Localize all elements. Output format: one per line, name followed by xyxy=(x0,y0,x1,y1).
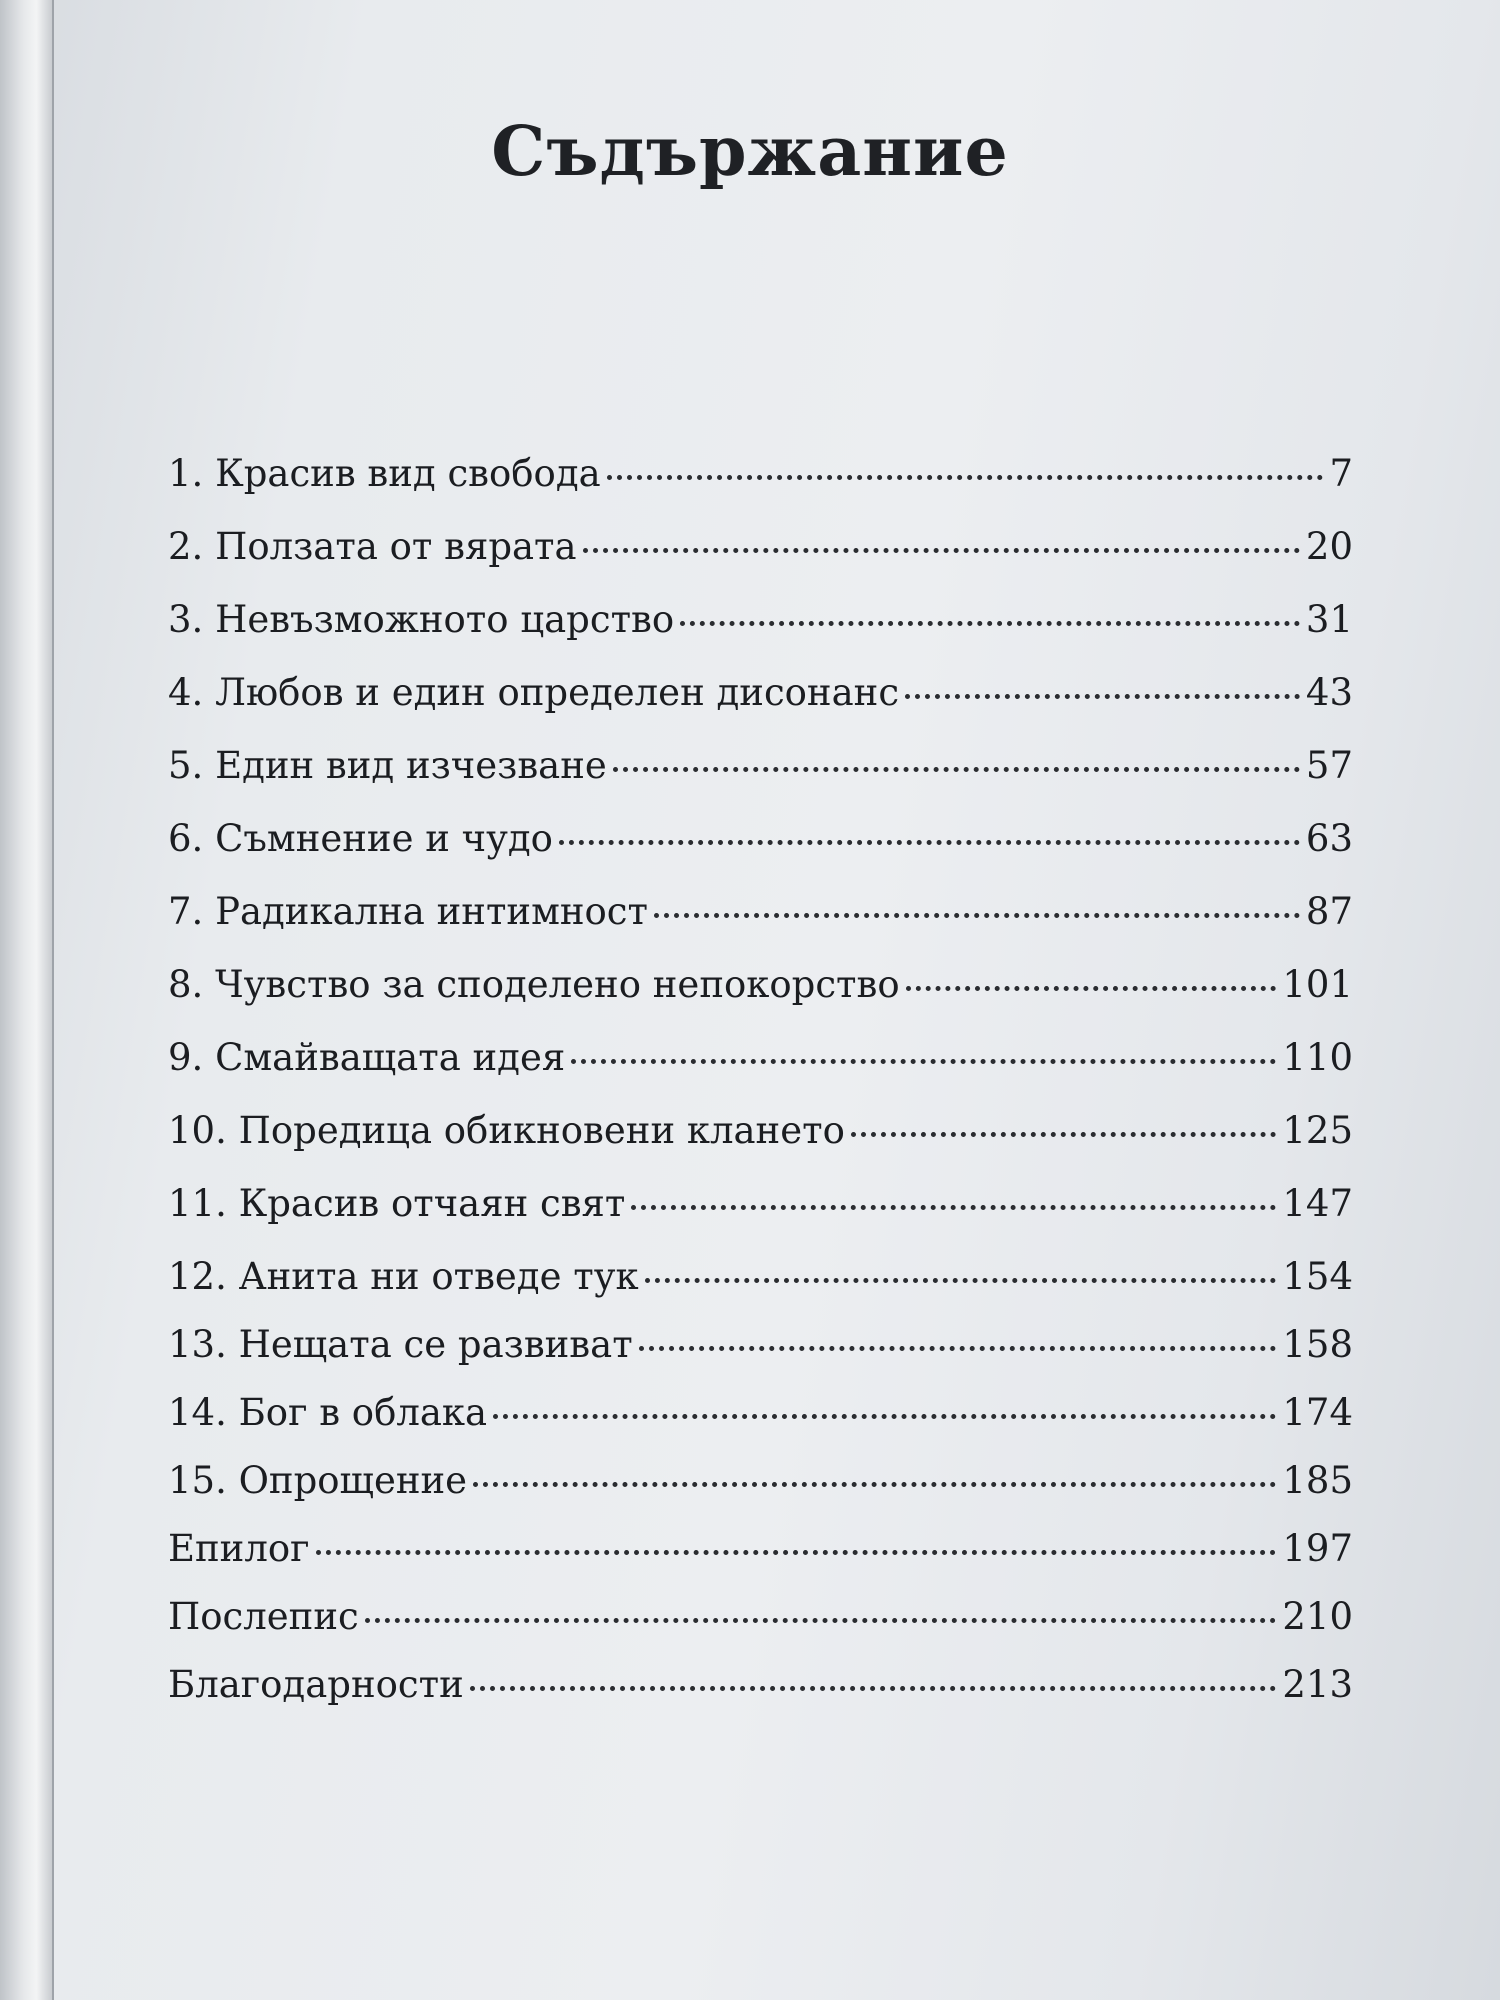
toc-entry-page: 110 xyxy=(1282,1036,1353,1079)
toc-entry xyxy=(168,1391,1353,1459)
toc-entry xyxy=(168,1109,1353,1182)
dot-leader xyxy=(654,913,1300,918)
toc-entry-page: 197 xyxy=(1282,1527,1353,1570)
toc-entry-page: 147 xyxy=(1282,1182,1353,1225)
dot-leader xyxy=(680,621,1300,626)
toc-entry xyxy=(168,1323,1353,1391)
dot-leader xyxy=(559,840,1300,845)
toc-entry-title: 2. Ползата от вярата xyxy=(168,525,577,568)
dot-leader xyxy=(613,767,1300,772)
toc-entry-title: 8. Чувство за споделено непокорство xyxy=(168,963,900,1006)
toc-entry-page: 31 xyxy=(1305,598,1353,641)
toc-entry-title: 12. Анита ни отведе тук xyxy=(168,1255,639,1298)
toc-entry-title: 7. Радикална интимност xyxy=(168,890,648,933)
toc-entry-page: 125 xyxy=(1282,1109,1353,1152)
dot-leader xyxy=(365,1618,1277,1623)
dot-leader xyxy=(473,1482,1276,1487)
dot-leader xyxy=(906,986,1277,991)
toc-entry-title: Епилог xyxy=(168,1527,310,1570)
dot-leader xyxy=(851,1132,1277,1137)
toc-entry-title: 6. Съмнение и чудо xyxy=(168,817,553,860)
toc-entry xyxy=(168,744,1353,817)
toc-entry xyxy=(168,1036,1353,1109)
toc-entry-page: 63 xyxy=(1305,817,1353,860)
toc-entry xyxy=(168,963,1353,1036)
toc-entry-page: 20 xyxy=(1305,525,1353,568)
toc-entry xyxy=(168,598,1353,671)
toc-entry-title: 11. Красив отчаян свят xyxy=(168,1182,626,1225)
table-of-contents xyxy=(168,452,1353,1731)
toc-entry xyxy=(168,1255,1353,1323)
toc-entry-title: Послепис xyxy=(168,1595,359,1638)
toc-entry-title: 10. Поредица обикновени клането xyxy=(168,1109,845,1152)
toc-entry-page: 154 xyxy=(1282,1255,1353,1298)
dot-leader xyxy=(316,1550,1277,1555)
toc-entry-page: 213 xyxy=(1282,1663,1353,1706)
toc-entry-title: Благодарности xyxy=(168,1663,464,1706)
dot-leader xyxy=(607,475,1324,480)
toc-entry xyxy=(168,525,1353,598)
dot-leader xyxy=(645,1278,1277,1283)
page-title: Съдържание xyxy=(491,112,1009,192)
toc-entry-title: 15. Опрощение xyxy=(168,1459,468,1502)
toc-entry xyxy=(168,890,1353,963)
toc-entry xyxy=(168,1459,1353,1527)
toc-entry-title: 9. Смайващата идея xyxy=(168,1036,566,1079)
dot-leader xyxy=(571,1059,1276,1064)
toc-entry-page: 7 xyxy=(1329,452,1353,495)
toc-entry-page: 174 xyxy=(1282,1391,1353,1434)
dot-leader xyxy=(493,1414,1276,1419)
toc-entry-page: 101 xyxy=(1282,963,1353,1006)
toc-entry xyxy=(168,817,1353,890)
toc-entry-title: 1. Красив вид свобода xyxy=(168,452,601,495)
toc-entry xyxy=(168,452,1353,525)
dot-leader xyxy=(639,1346,1277,1351)
toc-entry-page: 158 xyxy=(1282,1323,1353,1366)
toc-entry-page: 210 xyxy=(1282,1595,1353,1638)
toc-entry xyxy=(168,1527,1353,1595)
toc-entry xyxy=(168,1182,1353,1255)
toc-entry-page: 87 xyxy=(1305,890,1353,933)
toc-entry-page: 185 xyxy=(1282,1459,1353,1502)
dot-leader xyxy=(470,1686,1277,1691)
toc-entry xyxy=(168,1663,1353,1731)
toc-entry xyxy=(168,671,1353,744)
adjacent-page-edge xyxy=(0,0,54,2000)
toc-entry-title: 14. Бог в облака xyxy=(168,1391,488,1434)
toc-entry-title: 3. Невъзможното царство xyxy=(168,598,675,641)
toc-entry-title: 13. Нещата се развиват xyxy=(168,1323,633,1366)
toc-entry-title: 5. Един вид изчезване xyxy=(168,744,607,787)
dot-leader xyxy=(905,694,1300,699)
dot-leader xyxy=(631,1205,1276,1210)
dot-leader xyxy=(583,548,1300,553)
toc-entry-page: 57 xyxy=(1305,744,1353,787)
toc-entry xyxy=(168,1595,1353,1663)
toc-entry-title: 4. Любов и един определен дисонанс xyxy=(168,671,900,714)
toc-entry-page: 43 xyxy=(1305,671,1353,714)
